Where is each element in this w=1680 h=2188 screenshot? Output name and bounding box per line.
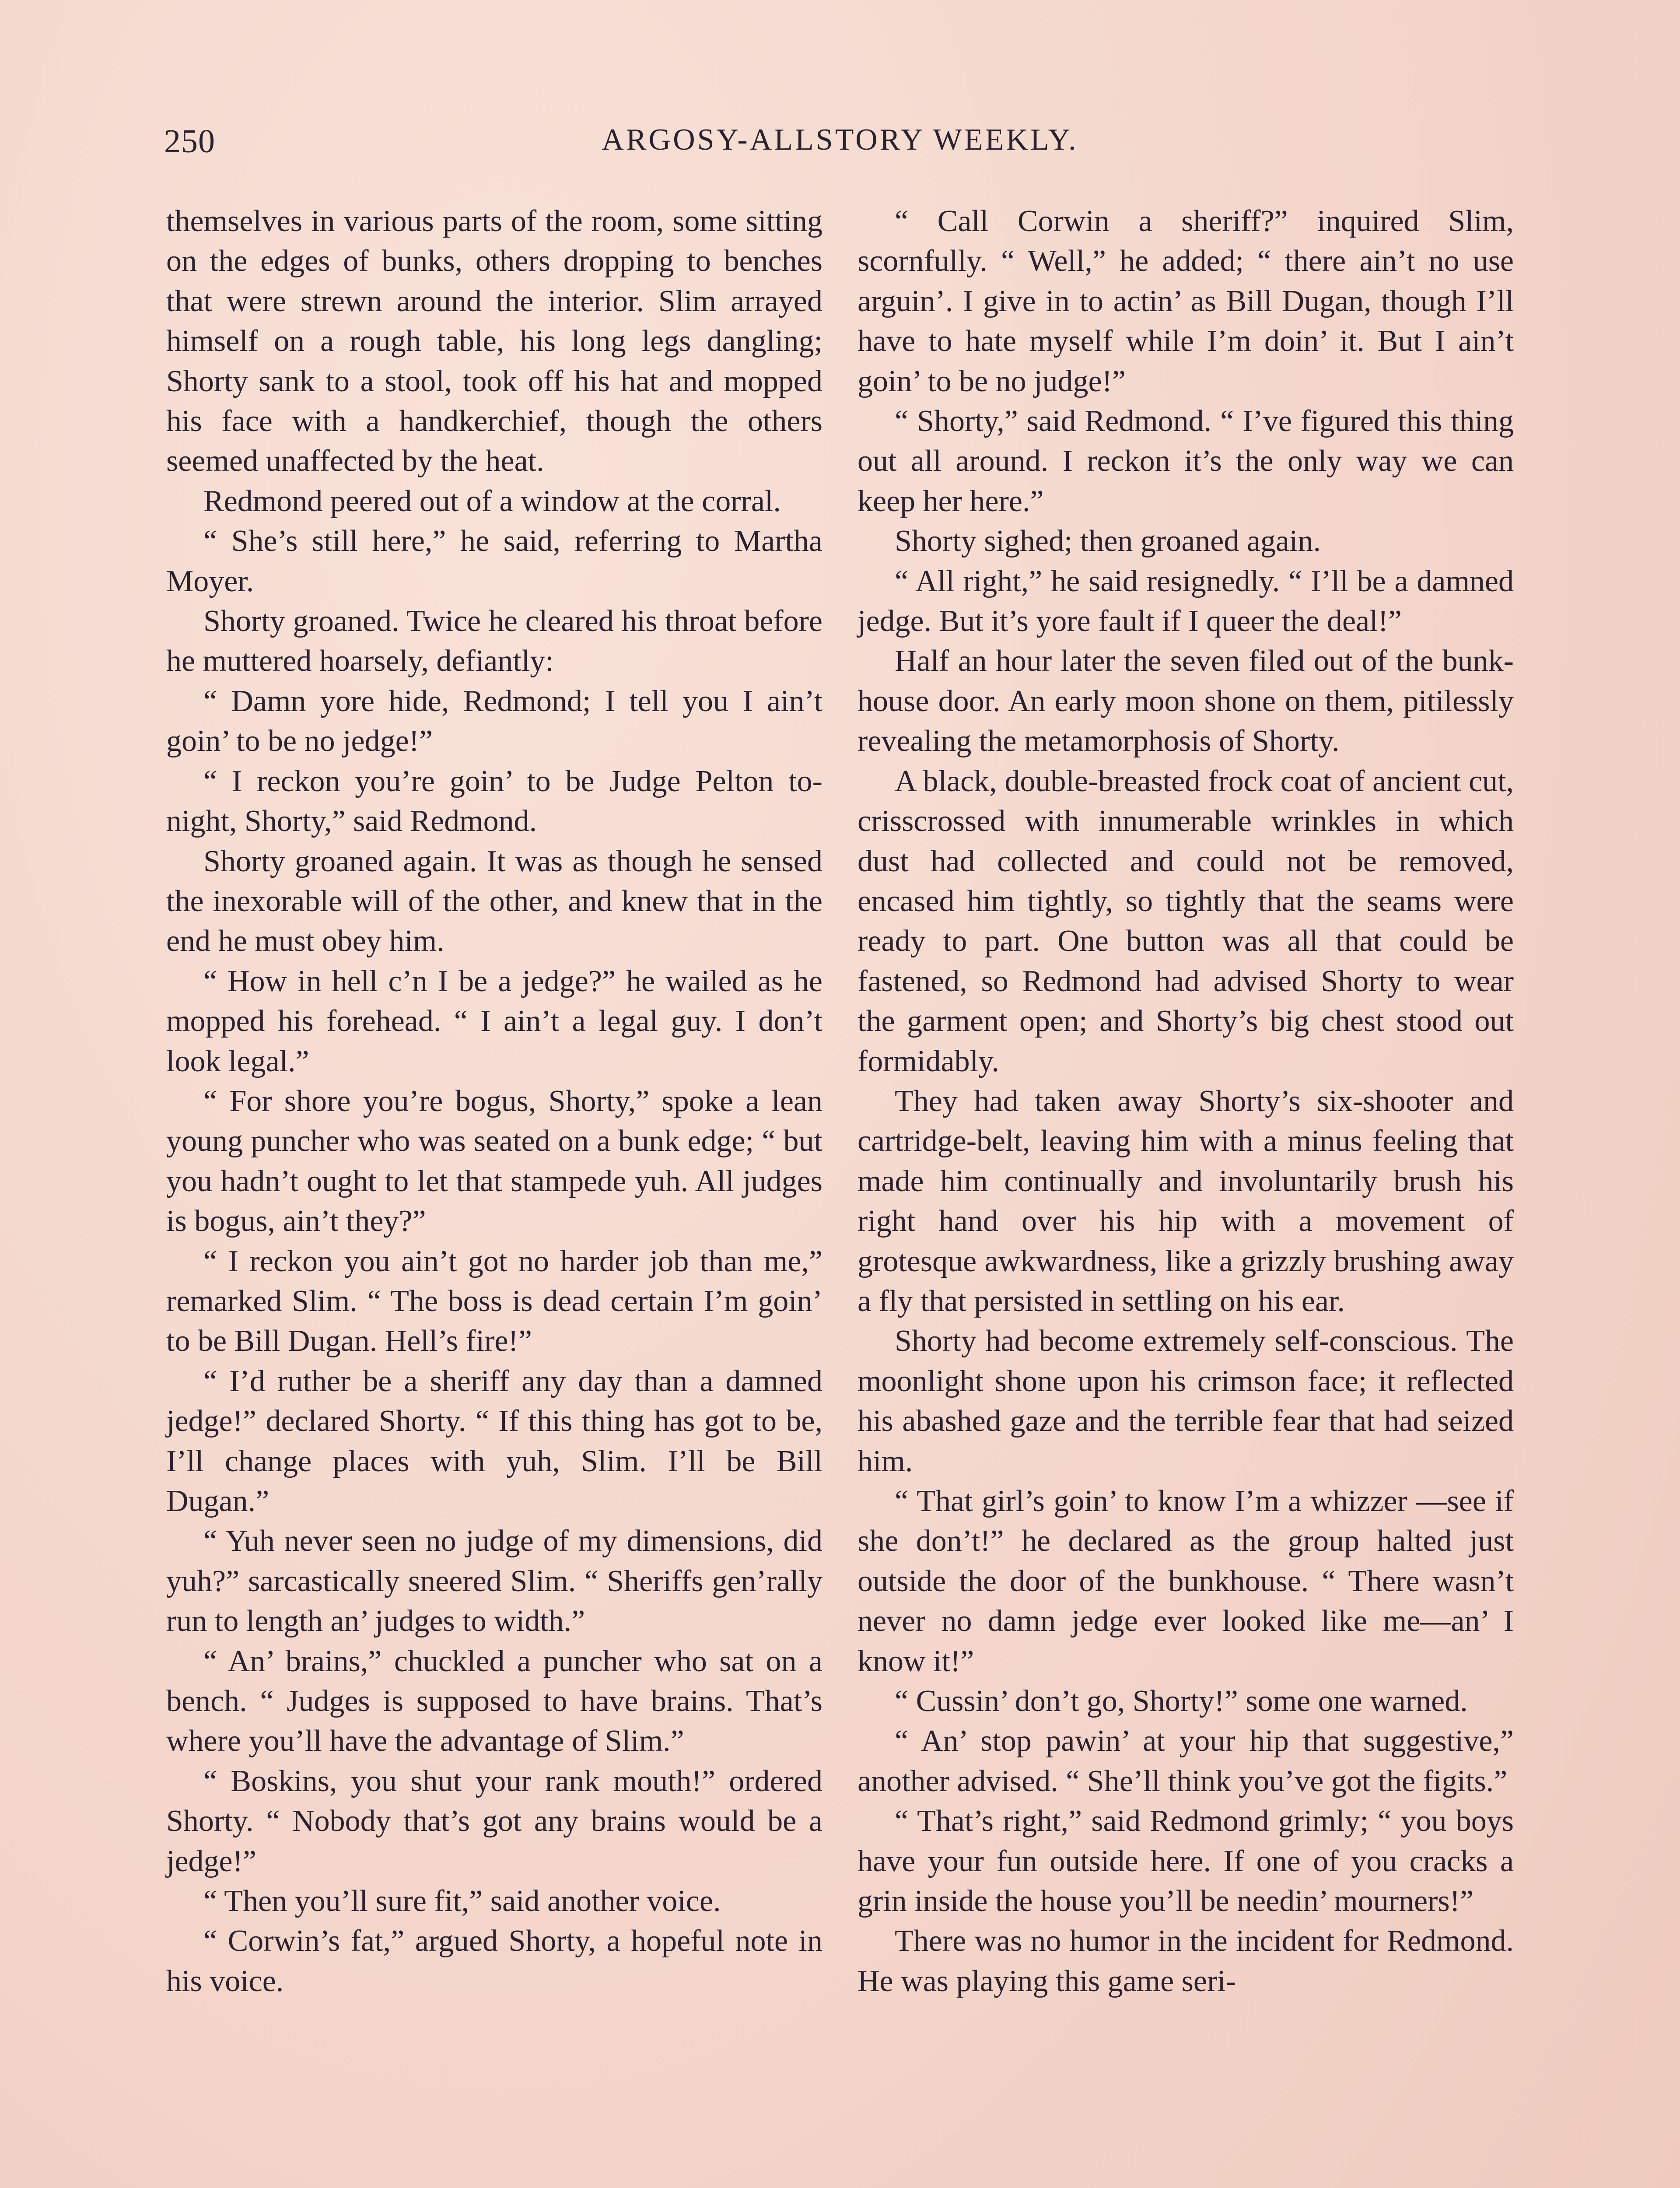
paragraph: “ I reckon you ain’t got no harder job than me,” remarked Slim. “ The boss is dead certain I’m goin’ to be Bill Dugan. Hell’s fire!”	[166, 1244, 822, 1358]
paragraph: Shorty groaned. Twice he cleared his throat before he muttered hoarsely, defiantly:	[166, 604, 822, 678]
paragraph: “ Cussin’ don’t go, Shorty!” some one warned.	[895, 1684, 1468, 1718]
running-head: ARGOSY-ALLSTORY WEEKLY.	[602, 123, 1078, 157]
paragraph: “ I’d ruther be a sheriff any day than a damned jedge!” declared Shorty. “ If this thing has got to be, I’ll change places with yuh, Slim. I’ll be Bill Dugan.”	[166, 1364, 822, 1518]
paragraph: “ How in hell c’n I be a jedge?” he wailed as he mopped his forehead. “ I ain’t a legal guy. I don’t look legal.”	[166, 964, 822, 1078]
paragraph: themselves in various parts of the room, some sitting on the edges of bunks, others dropping to benches that were strewn around the interior. Slim arrayed himself on a rough table, his long legs dangling; Shorty sank to a stool, took off his hat and mopped his face with a handkerchief, though the others seemed unaffected by the heat.	[166, 204, 822, 478]
paragraph: “ Call Corwin a sheriff?” inquired Slim, scornfully. “ Well,” he added; “ there ain’t no use arguin’. I give in to actin’ as Bill Dugan, though I’ll have to hate myself while I’m doin’ it. But I ain’t goin’ to be no judge!”	[858, 204, 1514, 398]
paragraph: Half an hour later the seven filed out of the bunk-house door. An early moon shone on them, pitilessly revealing the metamorphosis of Shorty.	[858, 644, 1514, 758]
paragraph: “ Yuh never seen no judge of my dimensions, did yuh?” sarcastically sneered Slim. “ Sheriffs gen’rally run to length an’ judges to width.”	[166, 1524, 822, 1638]
paragraph: Shorty sighed; then groaned again.	[895, 524, 1321, 558]
paragraph: “ That girl’s goin’ to know I’m a whizzer —see if she don’t!” he declared as the group halted just outside the door of the bunkhouse. “ There wasn’t never no damn jedge ever looked like me—an’ I know it!”	[858, 1484, 1514, 1678]
paragraph: “ I reckon you’re goin’ to be Judge Pelton to-night, Shorty,” said Redmond.	[166, 764, 822, 838]
paragraph: “ Shorty,” said Redmond. “ I’ve figured this thing out all around. I reckon it’s the only way we can keep her here.”	[858, 404, 1514, 518]
paragraph: “ All right,” he said resignedly. “ I’ll be a damned jedge. But it’s yore fault if I queer the deal!”	[858, 564, 1514, 638]
paragraph: “ Corwin’s fat,” argued Shorty, a hopeful note in his voice.	[166, 1924, 822, 1998]
paragraph: Shorty had become extremely self-conscious. The moonlight shone upon his crimson face; it reflected his abashed gaze and the terrible fear that had seized him.	[858, 1324, 1514, 1478]
paragraph: Shorty groaned again. It was as though he sensed the inexorable will of the other, and knew that in the end he must obey him.	[166, 844, 822, 958]
paragraph: “ Damn yore hide, Redmond; I tell you I ain’t goin’ to be no jedge!”	[166, 684, 822, 758]
paragraph: “ An’ stop pawin’ at your hip that suggestive,” another advised. “ She’ll think you’ve got the figits.”	[858, 1724, 1514, 1798]
paragraph: A black, double-breasted frock coat of ancient cut, crisscrossed with innumerable wrinkles in which dust had collected and could not be removed, encased him tightly, so tightly that the seams were ready to part. One button was all that could be fastened, so Redmond had advised Shorty to wear the garment open; and Shorty’s big chest stood out formidably.	[858, 764, 1514, 1078]
paragraph: “ She’s still here,” he said, referring to Martha Moyer.	[166, 524, 822, 598]
paragraph: There was no humor in the incident for Redmond. He was playing this game seri-	[858, 1924, 1514, 1998]
paragraph: “ Boskins, you shut your rank mouth!” ordered Shorty. “ Nobody that’s got any brains would be a jedge!”	[166, 1764, 822, 1878]
right-column	[858, 201, 1514, 2001]
paragraph: “ For shore you’re bogus, Shorty,” spoke a lean young puncher who was seated on a bunk edge; “ but you hadn’t ought to let that stampede yuh. All judges is bogus, ain’t they?”	[166, 1084, 822, 1238]
paragraph: They had taken away Shorty’s six-shooter and cartridge-belt, leaving him with a minus feeling that made him continually and involuntarily brush his right hand over his hip with a movement of grotesque awkwardness, like a grizzly brushing away a fly that persisted in settling on his ear.	[858, 1084, 1514, 1318]
page-number: 250	[164, 123, 215, 160]
left-column	[166, 201, 822, 2001]
paragraph: Redmond peered out of a window at the corral.	[203, 484, 781, 518]
paragraph: “ Then you’ll sure fit,” said another voice.	[203, 1884, 721, 1918]
paragraph: “ That’s right,” said Redmond grimly; “ you boys have your fun outside here. If one of you cracks a grin inside the house you’ll be needin’ mourners!”	[858, 1804, 1514, 1918]
paragraph: “ An’ brains,” chuckled a puncher who sat on a bench. “ Judges is supposed to have brains. That’s where you’ll have the advantage of Slim.”	[166, 1644, 822, 1758]
